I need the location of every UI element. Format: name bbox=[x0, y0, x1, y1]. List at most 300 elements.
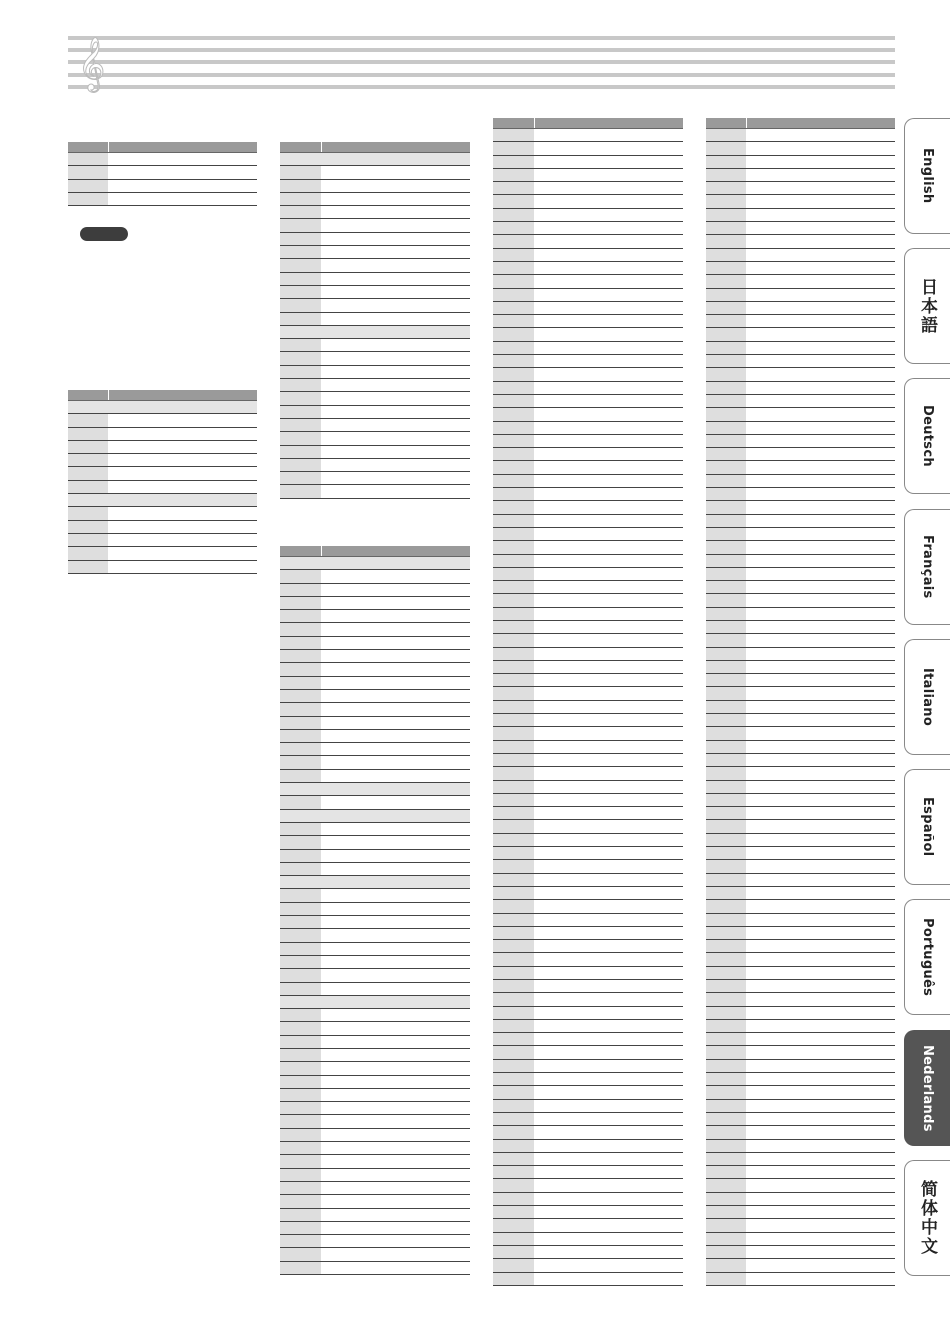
table-header bbox=[280, 142, 470, 153]
language-tab-label: Español bbox=[920, 797, 935, 857]
table-row bbox=[493, 382, 683, 395]
table-row bbox=[706, 142, 895, 155]
table-row bbox=[706, 1179, 895, 1192]
table-row bbox=[706, 555, 895, 568]
table-row bbox=[706, 501, 895, 514]
table-row bbox=[68, 193, 257, 206]
table-row bbox=[280, 352, 470, 365]
table-row bbox=[280, 339, 470, 352]
table-header bbox=[68, 142, 257, 153]
table-row bbox=[493, 461, 683, 474]
table-row bbox=[68, 547, 257, 560]
table-row bbox=[493, 555, 683, 568]
table-row bbox=[280, 690, 470, 703]
table-row bbox=[706, 1259, 895, 1272]
language-tab-label: Deutsch bbox=[920, 405, 935, 467]
table-row bbox=[493, 528, 683, 541]
table-row bbox=[706, 488, 895, 501]
table-row bbox=[493, 1219, 683, 1232]
language-tab-label: 日本語 bbox=[917, 277, 937, 335]
table-row bbox=[493, 541, 683, 554]
table-row bbox=[280, 206, 470, 219]
table-row bbox=[706, 887, 895, 900]
table-row bbox=[493, 1193, 683, 1206]
table-row bbox=[706, 1033, 895, 1046]
table-row bbox=[493, 408, 683, 421]
table-header bbox=[280, 546, 470, 557]
table-row bbox=[280, 1115, 470, 1128]
table-row bbox=[706, 767, 895, 780]
table-row bbox=[493, 222, 683, 235]
table-row bbox=[280, 193, 470, 206]
table-row bbox=[706, 289, 895, 302]
table-row bbox=[280, 1089, 470, 1102]
table-row bbox=[280, 730, 470, 743]
table-row bbox=[493, 368, 683, 381]
table-row bbox=[493, 328, 683, 341]
table-row bbox=[706, 422, 895, 435]
table-row bbox=[280, 472, 470, 485]
table-row bbox=[706, 1113, 895, 1126]
table-row bbox=[68, 454, 257, 467]
table-row bbox=[493, 355, 683, 368]
language-tab-5[interactable] bbox=[904, 769, 950, 885]
table-row bbox=[493, 608, 683, 621]
table-row bbox=[280, 863, 470, 876]
table-row bbox=[706, 1100, 895, 1113]
table-row bbox=[280, 180, 470, 193]
table-row bbox=[280, 259, 470, 272]
table-row bbox=[706, 940, 895, 953]
table-row bbox=[493, 142, 683, 155]
table-row bbox=[706, 1153, 895, 1166]
table-row bbox=[280, 1262, 470, 1275]
table-row bbox=[280, 1062, 470, 1075]
table-row bbox=[493, 874, 683, 887]
table-row bbox=[493, 980, 683, 993]
table-row bbox=[280, 1076, 470, 1089]
table-row bbox=[280, 233, 470, 246]
table-row bbox=[280, 1036, 470, 1049]
table-subheader bbox=[280, 876, 470, 889]
table-row bbox=[493, 967, 683, 980]
table-row bbox=[280, 379, 470, 392]
table-row bbox=[706, 967, 895, 980]
table-row bbox=[493, 501, 683, 514]
table-row bbox=[493, 993, 683, 1006]
table-row bbox=[493, 1140, 683, 1153]
table-row bbox=[706, 1193, 895, 1206]
table-row bbox=[493, 887, 683, 900]
table-row bbox=[280, 299, 470, 312]
table-row bbox=[493, 900, 683, 913]
table-row bbox=[706, 1233, 895, 1246]
table-row bbox=[706, 435, 895, 448]
list-table bbox=[68, 142, 257, 206]
table-row bbox=[280, 756, 470, 769]
table-row bbox=[706, 594, 895, 607]
table-row bbox=[280, 1102, 470, 1115]
table-row bbox=[706, 1020, 895, 1033]
table-row bbox=[493, 422, 683, 435]
table-row bbox=[493, 275, 683, 288]
table-row bbox=[280, 796, 470, 809]
table-row bbox=[493, 169, 683, 182]
table-row bbox=[706, 195, 895, 208]
table-row bbox=[493, 448, 683, 461]
table-row bbox=[280, 392, 470, 405]
table-row bbox=[706, 900, 895, 913]
table-row bbox=[706, 980, 895, 993]
table-row bbox=[280, 1182, 470, 1195]
table-row bbox=[68, 428, 257, 441]
table-row bbox=[68, 507, 257, 520]
table-row bbox=[706, 727, 895, 740]
table-row bbox=[706, 687, 895, 700]
table-row bbox=[493, 342, 683, 355]
table-row bbox=[280, 943, 470, 956]
table-row bbox=[493, 1166, 683, 1179]
table-row bbox=[493, 1153, 683, 1166]
table-row bbox=[706, 953, 895, 966]
table-row bbox=[706, 209, 895, 222]
table-row bbox=[706, 927, 895, 940]
table-row bbox=[706, 169, 895, 182]
table-row bbox=[493, 1020, 683, 1033]
table-row bbox=[493, 1233, 683, 1246]
table-row bbox=[68, 166, 257, 179]
table-row bbox=[706, 249, 895, 262]
language-tab-1[interactable] bbox=[904, 248, 950, 364]
table-row bbox=[280, 1248, 470, 1261]
table-row bbox=[706, 1206, 895, 1219]
table-row bbox=[493, 634, 683, 647]
table-row bbox=[493, 209, 683, 222]
table-row bbox=[493, 289, 683, 302]
table-row bbox=[280, 956, 470, 969]
language-tab-2[interactable] bbox=[904, 378, 950, 494]
table-row bbox=[280, 663, 470, 676]
table-row bbox=[280, 770, 470, 783]
table-row bbox=[706, 608, 895, 621]
table-row bbox=[280, 459, 470, 472]
table-row bbox=[706, 328, 895, 341]
table-row bbox=[706, 129, 895, 142]
table-row bbox=[706, 807, 895, 820]
table-row bbox=[280, 1129, 470, 1142]
table-row bbox=[493, 235, 683, 248]
table-row bbox=[706, 847, 895, 860]
language-tab-label: English bbox=[920, 148, 935, 204]
table-row bbox=[706, 993, 895, 1006]
table-row bbox=[280, 916, 470, 929]
table-row bbox=[280, 597, 470, 610]
table-row bbox=[280, 823, 470, 836]
table-row bbox=[493, 860, 683, 873]
table-row bbox=[706, 275, 895, 288]
language-tab-label: Português bbox=[920, 917, 935, 997]
table-row bbox=[706, 648, 895, 661]
table-row bbox=[493, 1273, 683, 1286]
table-row bbox=[493, 847, 683, 860]
table-row bbox=[706, 1126, 895, 1139]
table-row bbox=[493, 262, 683, 275]
table-row bbox=[493, 1046, 683, 1059]
table-row bbox=[280, 1235, 470, 1248]
table-row bbox=[68, 481, 257, 494]
table-row bbox=[706, 1060, 895, 1073]
table-row bbox=[706, 302, 895, 315]
table-row bbox=[280, 406, 470, 419]
table-row bbox=[706, 448, 895, 461]
table-row bbox=[706, 408, 895, 421]
table-row bbox=[706, 342, 895, 355]
language-tab-label: Français bbox=[920, 535, 935, 599]
table-row bbox=[706, 741, 895, 754]
table-header bbox=[706, 118, 895, 129]
table-row bbox=[493, 1206, 683, 1219]
table-row bbox=[280, 929, 470, 942]
language-tab-7[interactable] bbox=[904, 1030, 950, 1146]
table-row bbox=[493, 581, 683, 594]
list-table bbox=[280, 546, 470, 1275]
table-row bbox=[493, 727, 683, 740]
table-row bbox=[706, 1007, 895, 1020]
table-row bbox=[706, 674, 895, 687]
table-row bbox=[493, 594, 683, 607]
table-row bbox=[280, 313, 470, 326]
table-header bbox=[68, 390, 257, 401]
table-row bbox=[493, 435, 683, 448]
table-row bbox=[68, 441, 257, 454]
table-row bbox=[493, 1126, 683, 1139]
table-row bbox=[280, 485, 470, 498]
table-row bbox=[706, 661, 895, 674]
table-row bbox=[493, 807, 683, 820]
table-row bbox=[280, 850, 470, 863]
table-row bbox=[68, 414, 257, 427]
table-row bbox=[706, 1140, 895, 1153]
table-subheader bbox=[68, 494, 257, 507]
table-row bbox=[280, 677, 470, 690]
table-header bbox=[493, 118, 683, 129]
table-row bbox=[280, 1022, 470, 1035]
language-tab-label: 简体中文 bbox=[917, 1180, 937, 1256]
table-row bbox=[280, 903, 470, 916]
table-row bbox=[280, 889, 470, 902]
table-row bbox=[706, 461, 895, 474]
table-row bbox=[493, 488, 683, 501]
table-row bbox=[493, 568, 683, 581]
table-row bbox=[280, 637, 470, 650]
table-row bbox=[493, 1179, 683, 1192]
table-row bbox=[280, 419, 470, 432]
table-row bbox=[493, 767, 683, 780]
table-row bbox=[280, 219, 470, 232]
table-row bbox=[280, 166, 470, 179]
table-row bbox=[493, 302, 683, 315]
table-subheader bbox=[68, 401, 257, 414]
table-row bbox=[493, 1033, 683, 1046]
table-row bbox=[493, 781, 683, 794]
table-row bbox=[280, 286, 470, 299]
table-row bbox=[706, 874, 895, 887]
table-row bbox=[706, 222, 895, 235]
table-row bbox=[706, 368, 895, 381]
language-tab-label: Italiano bbox=[920, 667, 935, 727]
table-row bbox=[706, 820, 895, 833]
table-row bbox=[706, 1046, 895, 1059]
table-row bbox=[706, 1166, 895, 1179]
table-row bbox=[280, 969, 470, 982]
table-row bbox=[68, 561, 257, 574]
table-row bbox=[706, 515, 895, 528]
treble-clef-icon: 𝄞 bbox=[78, 36, 106, 90]
table-row bbox=[706, 182, 895, 195]
table-row bbox=[706, 382, 895, 395]
table-row bbox=[706, 568, 895, 581]
table-row bbox=[706, 714, 895, 727]
table-row bbox=[280, 246, 470, 259]
table-row bbox=[280, 1169, 470, 1182]
table-row bbox=[706, 1273, 895, 1286]
table-subheader bbox=[280, 326, 470, 339]
table-row bbox=[706, 1219, 895, 1232]
table-subheader bbox=[280, 810, 470, 823]
table-row bbox=[706, 1246, 895, 1259]
table-row bbox=[493, 1060, 683, 1073]
table-row bbox=[706, 860, 895, 873]
table-row bbox=[280, 983, 470, 996]
table-row bbox=[280, 570, 470, 583]
table-row bbox=[280, 1049, 470, 1062]
language-tab-4[interactable] bbox=[904, 639, 950, 755]
table-row bbox=[706, 315, 895, 328]
table-row bbox=[493, 927, 683, 940]
language-tab-8[interactable] bbox=[904, 1160, 950, 1276]
table-row bbox=[280, 610, 470, 623]
table-row bbox=[280, 432, 470, 445]
table-row bbox=[493, 820, 683, 833]
table-row bbox=[493, 515, 683, 528]
table-row bbox=[493, 834, 683, 847]
table-subheader bbox=[280, 153, 470, 166]
table-row bbox=[706, 528, 895, 541]
table-row bbox=[493, 182, 683, 195]
list-table bbox=[493, 118, 683, 1286]
table-row bbox=[280, 1209, 470, 1222]
table-row bbox=[493, 953, 683, 966]
table-row bbox=[493, 1086, 683, 1099]
table-row bbox=[706, 834, 895, 847]
table-row bbox=[493, 794, 683, 807]
table-row bbox=[493, 648, 683, 661]
table-row bbox=[493, 741, 683, 754]
table-row bbox=[706, 355, 895, 368]
table-row bbox=[493, 687, 683, 700]
table-row bbox=[493, 129, 683, 142]
table-row bbox=[493, 1100, 683, 1113]
table-row bbox=[493, 1007, 683, 1020]
table-row bbox=[706, 754, 895, 767]
table-row bbox=[706, 1086, 895, 1099]
language-tab-label: Nederlands bbox=[920, 1044, 935, 1132]
table-row bbox=[706, 621, 895, 634]
table-row bbox=[493, 195, 683, 208]
table-row bbox=[493, 754, 683, 767]
table-row bbox=[706, 262, 895, 275]
table-subheader bbox=[280, 996, 470, 1009]
table-row bbox=[706, 156, 895, 169]
table-row bbox=[706, 794, 895, 807]
table-row bbox=[493, 249, 683, 262]
table-row bbox=[493, 1113, 683, 1126]
table-row bbox=[493, 395, 683, 408]
table-row bbox=[68, 521, 257, 534]
language-tab-6[interactable] bbox=[904, 899, 950, 1015]
table-row bbox=[493, 661, 683, 674]
note-badge bbox=[80, 227, 128, 241]
table-row bbox=[706, 701, 895, 714]
table-row bbox=[493, 1259, 683, 1272]
table-row bbox=[493, 674, 683, 687]
table-row bbox=[493, 714, 683, 727]
language-tab-3[interactable] bbox=[904, 509, 950, 625]
staff-header bbox=[68, 36, 895, 90]
table-row bbox=[706, 634, 895, 647]
table-row bbox=[280, 1222, 470, 1235]
table-row bbox=[280, 703, 470, 716]
table-row bbox=[280, 717, 470, 730]
table-row bbox=[493, 914, 683, 927]
table-row bbox=[706, 781, 895, 794]
table-row bbox=[280, 1142, 470, 1155]
table-row bbox=[706, 475, 895, 488]
table-row bbox=[706, 914, 895, 927]
table-row bbox=[280, 1155, 470, 1168]
table-row bbox=[493, 621, 683, 634]
table-row bbox=[68, 180, 257, 193]
table-row bbox=[280, 273, 470, 286]
table-row bbox=[493, 156, 683, 169]
table-row bbox=[706, 1073, 895, 1086]
table-row bbox=[493, 1246, 683, 1259]
table-row bbox=[68, 467, 257, 480]
table-row bbox=[280, 366, 470, 379]
table-row bbox=[280, 1195, 470, 1208]
list-table bbox=[68, 390, 257, 574]
table-row bbox=[706, 581, 895, 594]
table-row bbox=[493, 315, 683, 328]
list-table bbox=[706, 118, 895, 1286]
table-row bbox=[280, 743, 470, 756]
table-row bbox=[68, 153, 257, 166]
table-row bbox=[706, 395, 895, 408]
table-row bbox=[280, 623, 470, 636]
table-row bbox=[280, 1009, 470, 1022]
table-row bbox=[280, 446, 470, 459]
table-row bbox=[280, 650, 470, 663]
table-subheader bbox=[280, 557, 470, 570]
table-row bbox=[68, 534, 257, 547]
table-row bbox=[493, 1073, 683, 1086]
table-row bbox=[706, 235, 895, 248]
list-table bbox=[280, 142, 470, 499]
language-tab-0[interactable] bbox=[904, 118, 950, 234]
table-row bbox=[493, 940, 683, 953]
table-subheader bbox=[280, 783, 470, 796]
table-row bbox=[493, 475, 683, 488]
